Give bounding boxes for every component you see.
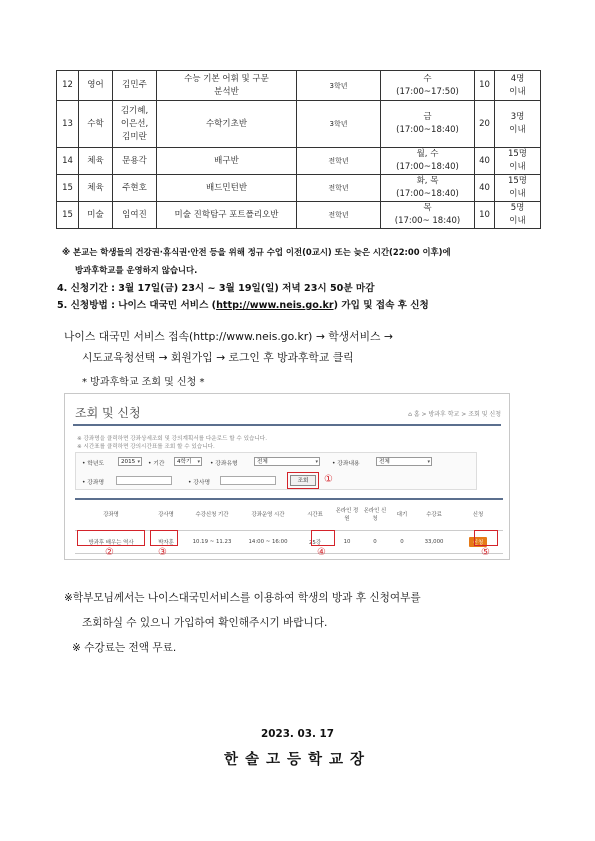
course-cell: 미술 진학탐구 포트폴리오반 [157,202,297,229]
limit-cell: 3명 이내 [495,101,541,148]
grade-cell: 3학년 [297,101,381,148]
course-type-select[interactable]: 전체 ▾ [254,457,320,466]
subject-cell: 체육 [79,148,113,175]
grade-cell: 전학년 [297,175,381,202]
grade-cell: 전학년 [297,202,381,229]
search-filter-panel [75,452,477,490]
subject-cell: 미술 [79,202,113,229]
teacher-name-label: • 강사명 [188,480,211,486]
quota-cell: 40 [475,175,495,202]
application-period: 4. 신청기간 : 3월 17일(금) 23시 ~ 3월 19일(일) 저녁 23시 50분 마감 [57,283,375,294]
course-cell: 배드민턴반 [157,175,297,202]
chevron-down-icon: ▾ [137,459,140,465]
course-name-input[interactable] [116,476,172,485]
col-online-quota: 온라인 정원 [333,499,361,531]
course-name-highlight [77,530,145,546]
col-online-applied: 온라인 신청 [361,499,389,531]
limit-cell: 4명 이내 [495,71,541,101]
search-button[interactable]: 조회 [290,475,316,486]
quota-cell: 10 [475,202,495,229]
fee-notice: ※ 수강료는 전액 무료. [72,642,177,654]
operating-hours-notice-cont: 방과후학교를 운영하지 않습니다. [75,265,198,275]
grade-cell: 전학년 [297,148,381,175]
chevron-down-icon: ▾ [427,459,430,465]
table-row [57,175,541,202]
teacher-cell: 김민주 [113,71,157,101]
schedule-highlight [311,530,335,546]
term-label: • 기간 [148,461,165,467]
col-schedule: 시간표 [297,499,333,531]
col-course-name: 강좌명 [75,499,147,531]
hint-schedule-click: ※ 시간표를 클릭하면 강의시간표를 조회 할 수 있습니다. [77,444,215,450]
howto-line-1: 나이스 대국민 서비스 접속(http://www.neis.go.kr) → 학생서비스 → [64,330,393,343]
course-cell: 수능 기본 어휘 및 구문 분석반 [157,71,297,101]
result-teacher: 박자훈 [147,531,185,554]
col-run-time: 강좌운영 시간 [239,499,297,531]
row-number: 15 [57,175,79,202]
result-run-time: 14:00 ~ 16:00 [239,531,297,554]
schedule-cell: 금 (17:00~18:40) [381,101,475,148]
marker-2: ② [105,547,114,558]
course-type-label: • 강좌유형 [210,461,238,467]
teacher-cell: 문용각 [113,148,157,175]
quota-cell: 20 [475,101,495,148]
document-date: 2023. 03. 17 [261,728,334,740]
course-table [56,70,541,229]
school-principal: 한솔고등학교장 [223,752,372,768]
application-method: 5. 신청방법 : 나이스 대국민 서비스 (http://www.neis.go.kr) 가입 및 접속 후 신청 [57,300,429,311]
screenshot-title: 조회 및 신청 [75,406,141,420]
schedule-cell: 화, 목 (17:00~18:40) [381,175,475,202]
marker-5: ⑤ [481,547,490,558]
title-divider [73,424,501,426]
result-fee: 33,000 [415,531,453,554]
marker-4: ④ [317,547,326,558]
hint-course-click: ※ 강좌명을 클릭하면 강좌상세조회 및 강의계획서를 다운로드 할 수 있습니다. [77,436,267,442]
table-row [57,71,541,101]
row-number: 13 [57,101,79,148]
schedule-cell: 수 (17:00~17:50) [381,71,475,101]
marker-3: ③ [158,547,167,558]
search-button-highlight [287,472,319,489]
table-row [57,202,541,229]
result-schedule[interactable]: 25강 [297,531,333,554]
table-row [57,101,541,148]
quota-cell: 40 [475,148,495,175]
col-teacher: 강사명 [147,499,185,531]
chevron-down-icon: ▾ [315,459,318,465]
result-online-quota: 10 [333,531,361,554]
parent-notice-cont: 조회하실 수 있으니 가입하여 확인해주시기 바랍니다. [82,617,328,629]
quota-cell: 10 [475,71,495,101]
result-course-name[interactable]: 방과후 배우는 역사 [75,531,147,554]
breadcrumb: ⌂ 홈 > 방과후 학교 > 조회 및 신청 [408,411,501,418]
teacher-cell: 김기혜, 이은선, 김미란 [113,101,157,148]
teacher-highlight [150,530,178,546]
course-content-label: • 강좌내용 [332,461,360,467]
limit-cell: 15명 이내 [495,175,541,202]
course-cell: 수학기초반 [157,101,297,148]
teacher-name-input[interactable] [220,476,276,485]
chevron-down-icon: ▾ [197,459,200,465]
schedule-cell: 목 (17:00~ 18:40) [381,202,475,229]
results-header-row [75,499,503,531]
col-waiting: 대기 [389,499,415,531]
year-label: • 학년도 [82,461,105,467]
row-number: 14 [57,148,79,175]
apply-highlight [474,530,498,546]
col-apply-period: 수강신청 기간 [185,499,239,531]
schedule-cell: 월, 수 (17:00~18:40) [381,148,475,175]
howto-line-2: 시도교육청선택 → 회원가입 → 로그인 후 방과후학교 클릭 [82,351,354,364]
neis-screenshot [64,393,510,560]
row-number: 12 [57,71,79,101]
term-select[interactable]: 4학기 ▾ [174,457,202,466]
teacher-cell: 주현호 [113,175,157,202]
howto-heading: * 방과후학교 조회 및 신청 * [82,377,205,388]
subject-cell: 영어 [79,71,113,101]
course-name-label: • 강좌명 [82,480,105,486]
row-number: 15 [57,202,79,229]
result-online-applied: 0 [361,531,389,554]
result-apply-period: 10.19 ~ 11.23 [185,531,239,554]
teacher-cell: 임여진 [113,202,157,229]
apply-button[interactable]: 신청 [469,537,487,547]
subject-cell: 체육 [79,175,113,202]
grade-cell: 3학년 [297,71,381,101]
subject-cell: 수학 [79,101,113,148]
limit-cell: 5명 이내 [495,202,541,229]
neis-link[interactable]: http://www.neis.go.kr [216,300,334,311]
col-fee: 수강료 [415,499,453,531]
parent-notice: ※학부모님께서는 나이스대국민서비스를 이용하여 학생의 방과 후 신청여부를 [64,592,421,604]
course-cell: 배구반 [157,148,297,175]
course-content-select[interactable]: 전체 ▾ [376,457,432,466]
result-waiting: 0 [389,531,415,554]
col-apply: 신청 [453,499,503,531]
limit-cell: 15명 이내 [495,148,541,175]
year-select[interactable]: 2015 ▾ [118,457,142,466]
marker-1: ① [324,474,333,485]
operating-hours-notice: ※ 본교는 학생들의 건강권·휴식권·안전 등을 위해 정규 수업 이전(0교시) 또는 늦은 시간(22:00 이후)에 [62,247,451,257]
table-row [57,148,541,175]
